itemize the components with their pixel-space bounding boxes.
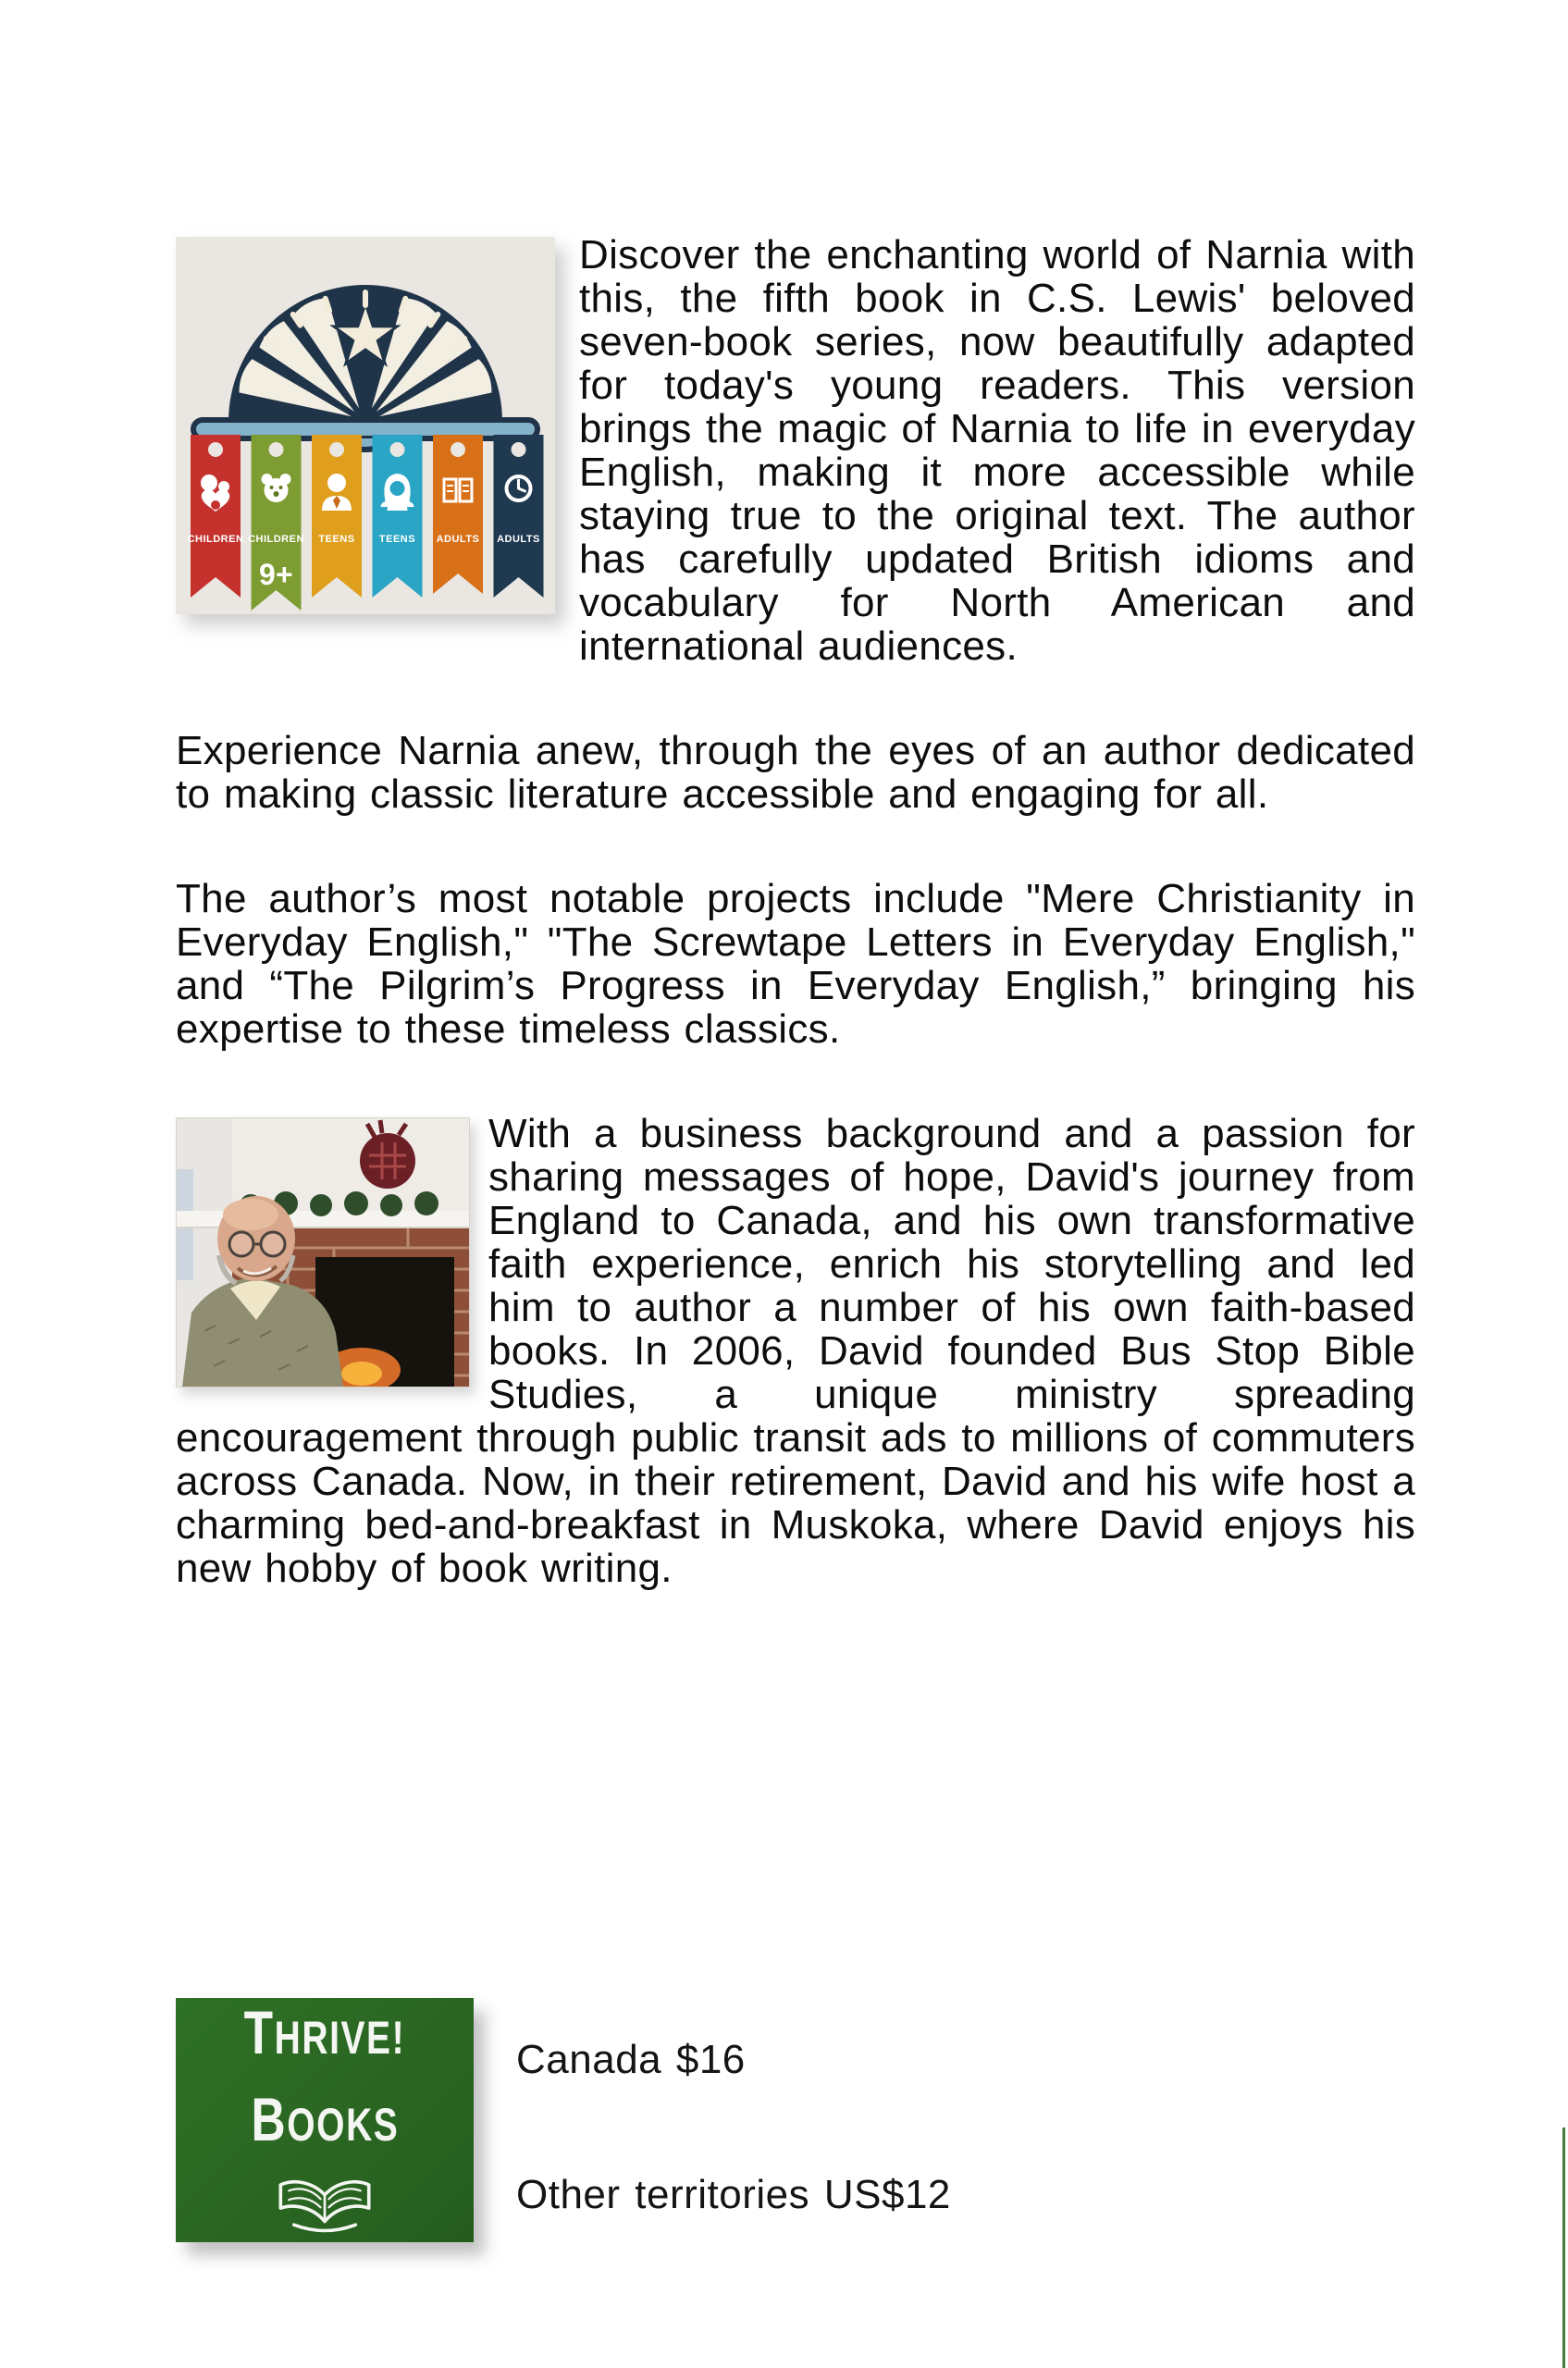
publisher-rest: OOKS xyxy=(286,2098,399,2151)
bookmark-label: CHILDREN xyxy=(187,534,244,545)
blurb-paragraph-3-text: The author’s most notable projects include "Mere Christianity in Everyday English," "The Screwtape Letters in Everyday English," and “The Pilgrim’s Progress in Everyday English,” bringing his expertise to these timeless classics. xyxy=(176,876,1415,1052)
blurb-paragraph-2-text: Experience Narnia anew, through the eyes of an author dedicated to making classic literature accessible and engaging for all. xyxy=(176,728,1415,817)
bookmark-ribbon xyxy=(312,435,362,598)
publisher-name-line1 xyxy=(243,1997,406,2066)
bookmark-ribbon xyxy=(494,435,544,598)
bookmark-hole xyxy=(269,442,284,457)
page-edge-trim xyxy=(1562,2128,1565,2368)
reading-levels-badge-image xyxy=(176,237,555,614)
price-canada: Canada $16 xyxy=(516,2037,746,2082)
blurb-paragraph-1 xyxy=(176,233,1415,668)
author-bio-text: With a business background and a passion for sharing messages of hope, David's journey from England to Canada, and his own transformative faith experience, enrich his storytelling and led him to author a number of his own faith-based books. In 2006, David founded Bus Stop Bible Studies, a unique ministry spreading encouragement through public transit ads to millions of commuters across Canada. Now, in their retirement, David and his wife host a charming bed-and-breakfast in Muskoka, where David enjoys his new hobby of book writing. xyxy=(176,1111,1415,1591)
bookmark-ribbon xyxy=(248,435,304,610)
publisher-rest: HRIVE! xyxy=(274,2011,406,2064)
bookmark-hole xyxy=(451,442,465,457)
publisher-logo xyxy=(176,1998,474,2242)
bookmark-ribbon xyxy=(433,435,483,594)
bookmark-hole xyxy=(208,442,223,457)
bookmark-label: CHILDREN xyxy=(248,534,304,545)
publisher-initial: T xyxy=(243,1997,275,2066)
publisher-initial: B xyxy=(251,2084,287,2153)
back-cover-text xyxy=(176,233,1415,1590)
bookmark-ribbon xyxy=(373,435,423,598)
blurb-paragraph-2 xyxy=(176,729,1415,816)
open-book-star-logo-icon xyxy=(176,237,555,614)
bookmark-label: TEENS xyxy=(378,534,416,545)
bookmark-age: 9+ xyxy=(258,558,294,591)
publisher-name-line2 xyxy=(251,2084,399,2153)
bookmark-label: ADULTS xyxy=(497,534,540,545)
bookmark-hole xyxy=(512,442,526,457)
bookmark-ribbon xyxy=(188,435,244,598)
open-book-icon xyxy=(270,2168,379,2239)
price-other-territories: Other territories US$12 xyxy=(516,2172,951,2217)
author-photo xyxy=(176,1117,470,1388)
bookmark-hole xyxy=(329,442,344,457)
blurb-paragraph-1-text: Discover the enchanting world of Narnia with this, the fifth book in C.S. Lewis' beloved seven-book series, now beautifully adapted for today's young readers. This version brings the magic of Narnia to life in everyday English, making it more accessible while staying true to the original text. The author has carefully updated British idioms and vocabulary for North American and international audiences. xyxy=(579,232,1415,669)
bookmark-label: ADULTS xyxy=(436,534,480,545)
bookmark-label: TEENS xyxy=(318,534,355,545)
blurb-paragraph-3 xyxy=(176,877,1415,1051)
author-bio-paragraph xyxy=(176,1112,1415,1590)
bookmark-hole xyxy=(390,442,405,457)
